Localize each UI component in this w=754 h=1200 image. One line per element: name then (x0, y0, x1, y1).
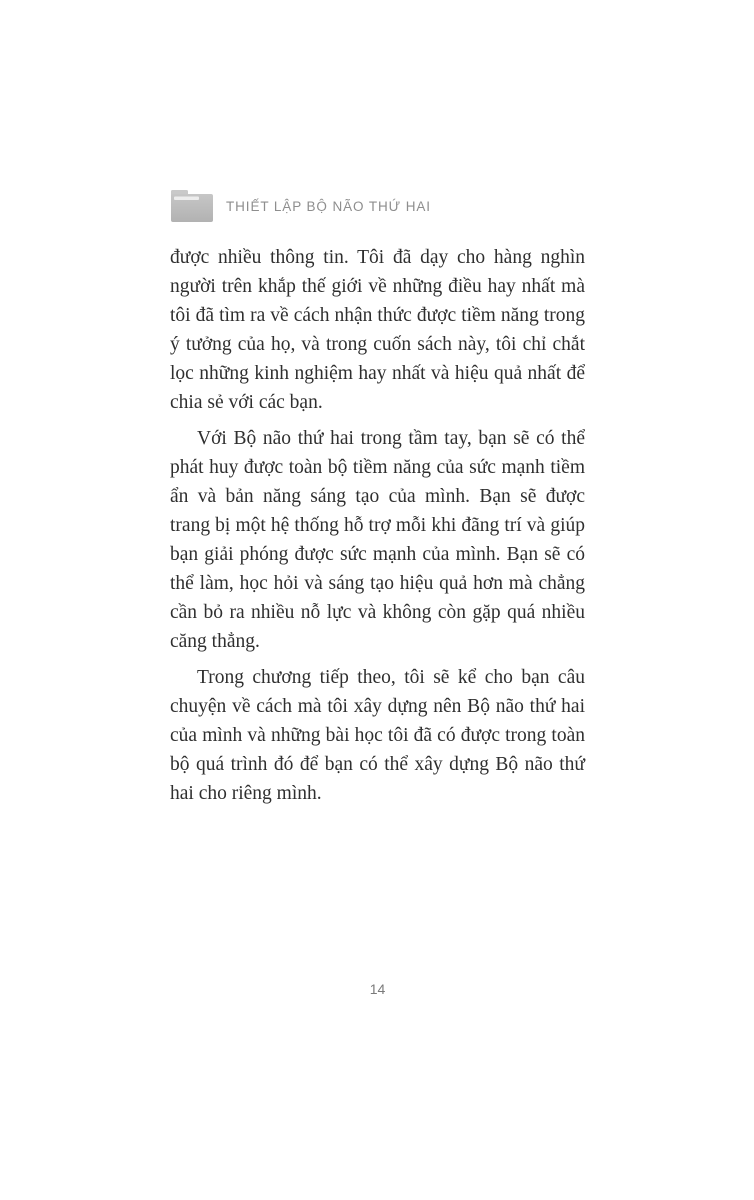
paragraph-3: Trong chương tiếp theo, tôi sẽ kể cho bạn câu chuyện về cách mà tôi xây dựng nên Bộ não thứ hai của mình và những bài học tôi đã có được trong toàn bộ quá trình đó để bạn có thể xây dựng Bộ não thứ hai cho riêng mình. (170, 667, 585, 804)
running-header (171, 188, 431, 223)
running-header-title: THIẾT LẬP BỘ NÃO THỨ HAI (226, 199, 431, 214)
page-footer (170, 981, 585, 997)
page-body-text (170, 243, 585, 815)
folder-icon (171, 188, 213, 223)
page-number: 14 (369, 981, 386, 997)
paragraph-1: được nhiều thông tin. Tôi đã dạy cho hàng nghìn người trên khắp thế giới về những điều hay nhất mà tôi đã tìm ra về cách nhận thức được tiềm năng trong ý tưởng của họ, và trong cuốn sách này, tôi chỉ chắt lọc những kinh nghiệm hay nhất và hiệu quả nhất để chia sẻ với các bạn. (170, 247, 585, 413)
paragraph-2: Với Bộ não thứ hai trong tầm tay, bạn sẽ có thể phát huy được toàn bộ tiềm năng của sức mạnh tiềm ẩn và bản năng sáng tạo của mình. Bạn sẽ được trang bị một hệ thống hỗ trợ mỗi khi đãng trí và giúp bạn giải phóng được sức mạnh của mình. Bạn sẽ có thể làm, học hỏi và sáng tạo hiệu quả hơn mà chẳng cần bỏ ra nhiều nỗ lực và không còn gặp quá nhiều căng thẳng. (170, 428, 585, 652)
